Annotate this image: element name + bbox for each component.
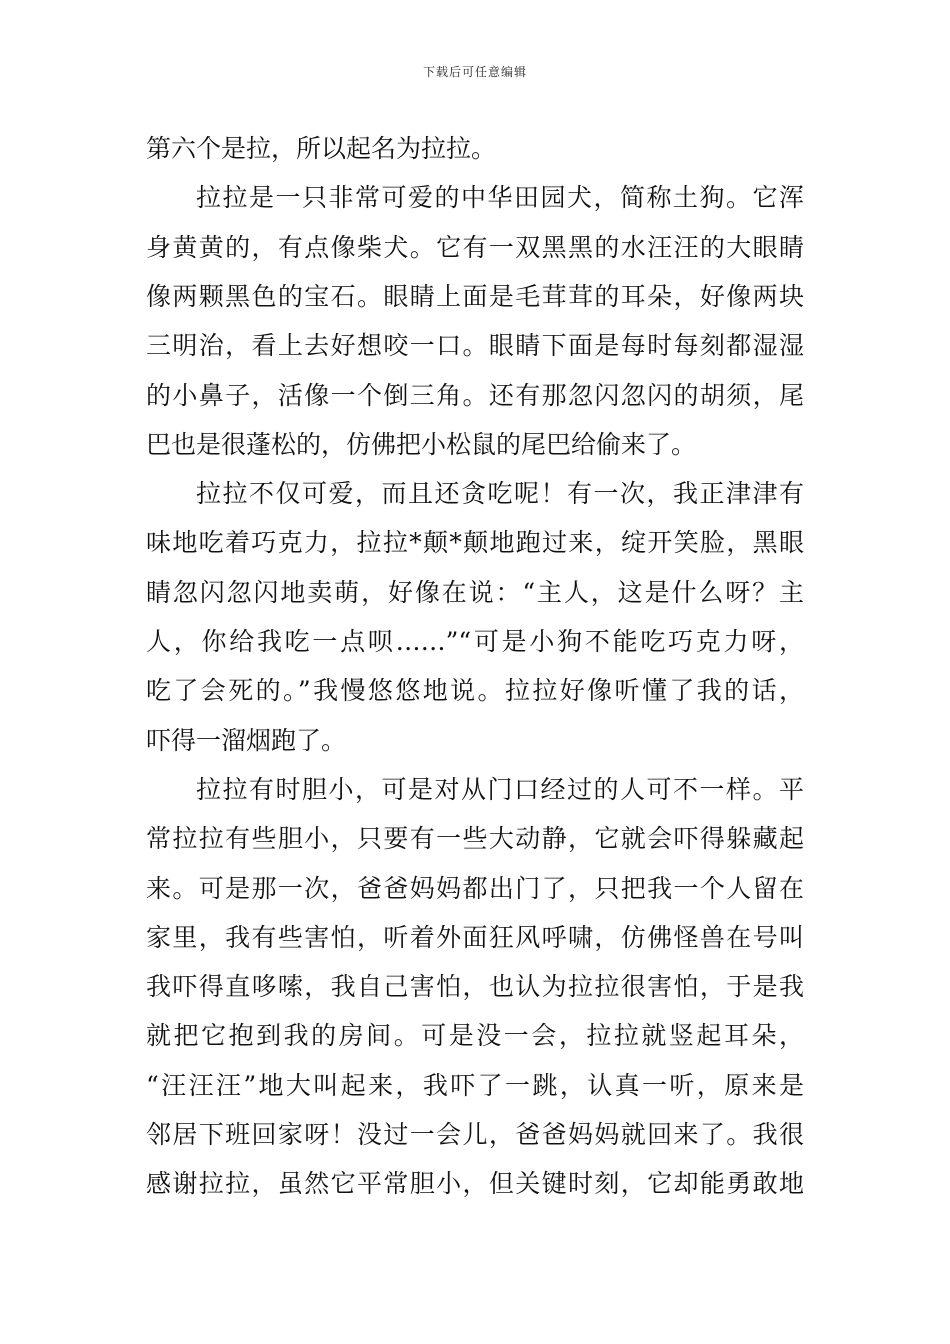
text-line: 我吓得直哆嗦，我自己害怕，也认为拉拉很害怕，于是我 xyxy=(146,972,804,1002)
text-line: 三明治，看上去好想咬一口。眼睛下面是每时每刻都湿湿 xyxy=(146,331,804,361)
text-line: 来。可是那一次，爸爸妈妈都出门了，只把我一个人留在 xyxy=(146,873,804,903)
page-header: 下载后可任意编辑 xyxy=(422,65,527,79)
text-line: 巴也是很蓬松的，仿佛把小松鼠的尾巴给偷来了。 xyxy=(146,429,697,459)
text-line: 味地吃着巧克力，拉拉*颠*颠地跑过来，绽开笑脸，黑眼 xyxy=(146,528,804,558)
text-line: 吓得一溜烟跑了。 xyxy=(146,725,347,755)
text-line: 身黄黄的，有点像柴犬。它有一双黑黑的水汪汪的大眼睛 xyxy=(146,232,804,262)
text-line: 拉拉有时胆小，可是对从门口经过的人可不一样。平 xyxy=(196,774,804,804)
text-line: “汪汪汪”地大叫起来，我吓了一跳，认真一听，原来是 xyxy=(146,1070,804,1100)
text-line: 拉拉是一只非常可爱的中华田园犬，简称土狗。它浑 xyxy=(196,183,804,213)
text-line: 就把它抱到我的房间。可是没一会，拉拉就竖起耳朵， xyxy=(146,1021,804,1051)
text-line: 感谢拉拉，虽然它平常胆小，但关键时刻，它却能勇敢地 xyxy=(146,1169,804,1199)
text-line: 第六个是拉，所以起名为拉拉。 xyxy=(146,134,497,163)
text-line: 像两颗黑色的宝石。眼睛上面是毛茸茸的耳朵，好像两块 xyxy=(146,281,804,311)
text-line: 睛忽闪忽闪地卖萌，好像在说：“主人，这是什么呀？主 xyxy=(146,577,804,607)
text-line: 邻居下班回家呀！没过一会儿，爸爸妈妈就回来了。我很 xyxy=(146,1120,804,1149)
text-line: 家里，我有些害怕，听着外面狂风呼啸，仿佛怪兽在号叫 xyxy=(146,922,804,952)
text-line: 的小鼻子，活像一个倒三角。还有那忽闪忽闪的胡须，尾 xyxy=(146,380,804,410)
text-line: 人，你给我吃一点呗……”“可是小狗不能吃巧克力呀， xyxy=(146,627,804,656)
text-line: 常拉拉有些胆小，只要有一些大动静，它就会吓得躲藏起 xyxy=(146,824,804,854)
text-line: 吃了会死的。”我慢悠悠地说。拉拉好像听懂了我的话， xyxy=(146,676,804,706)
text-line: 拉拉不仅可爱，而且还贪吃呢！有一次，我正津津有 xyxy=(196,479,804,509)
